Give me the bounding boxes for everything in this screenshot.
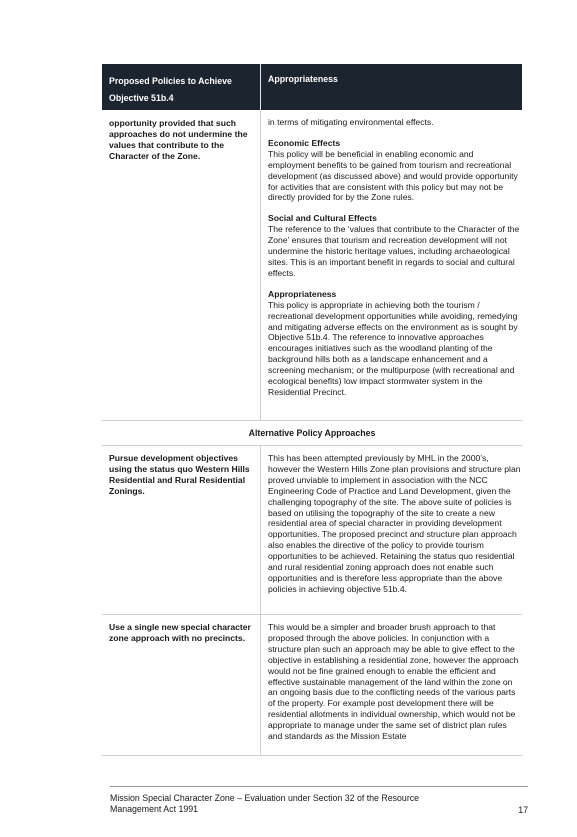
- policy-table: [102, 64, 522, 756]
- section-body: The reference to the ‘values that contribute to the Character of the Zone’ ensures that tourism and recreation development will not undermine the historic heritage values, including archaeological sites. This is an important benefit in regards to social and cultural effects.: [268, 224, 520, 278]
- table-row: [102, 446, 522, 615]
- appropriateness-cell: [261, 446, 522, 614]
- section-body: This policy will be beneficial in enabling economic and employment benefits to be gained from tourism and recreational development (as discussed above) and would provide opportunity for activities that are consistent with this policy but may not be directly provided for by the Zone rules.: [268, 148, 518, 203]
- policy-cell: opportunity provided that such approaches do not undermine the values that contribute to the Character of the Zone.: [102, 110, 261, 420]
- section-body: This policy is appropriate in achieving both the tourism / recreational development opportunities while avoiding, remedying and mitigating adverse effects on the environment as is sought by Objective 51b.4. The reference to innovative approaches encourages initiatives such as the woodland planting of the background hills both as a landscape enhancement and a screening mechanism; or the multipurpose (with recreational and ecological benefits) low impact stormwater system in the Residential Precinct.: [268, 299, 518, 397]
- section-heading: Social and Cultural Effects: [268, 213, 377, 224]
- table-row-continuation: [102, 110, 522, 421]
- section-heading: Appropriateness: [268, 288, 337, 299]
- section-heading: Economic Effects: [268, 137, 341, 148]
- footer-text: Mission Special Character Zone – Evaluation under Section 32 of the Resource Management Act 1991: [110, 793, 420, 814]
- appropriateness-cell: [261, 615, 522, 755]
- table-row: [102, 615, 522, 756]
- alternative-text: This has been attempted previously by MHL in the 2000’s, however the Western Hills Zone plan provisions and structure plan proved unviable to implement in association with the NCC Engineering Code of Practice and Land Development, given the challenging topography of the site. The above suite of policies is based on utilising the topography of the site to create a new residential area of special character in providing development opportunities. The proposed precinct and structure plan approach also enables the directive of the policy to provide tourism opportunities to be achieved. Retaining the status quo residential and rural residential zoning approach does not enable such opportunities and is therefore less appropriate than the above policies in achieving objective 51b.4.: [268, 453, 521, 594]
- header-appropriateness: Appropriateness: [268, 74, 338, 84]
- alternative-text: This would be a simpler and broader brush approach to that proposed through the above policies. In conjunction with a structure plan such an approach may be able to give effect to the objective in establishing a residential zone, however the approach would not be fine grained enough to enable the efficient and effective sustainable management of the land within the zone on an ongoing basis due to the conflicting needs of the various parts of the property. For example post development there will be residential allotments in individual ownership, which would not be appropriate to manage under the same set of district plan rules and standards as the Mission Estate: [268, 622, 519, 742]
- policy-cell: Pursue development objectives using the status quo Western Hills Residential and Rural Residential Zonings.: [102, 446, 261, 614]
- appropriateness-cell: [261, 110, 522, 420]
- alternatives-heading: Alternative Policy Approaches: [102, 421, 522, 446]
- page-footer: [110, 786, 528, 815]
- intro-text: in terms of mitigating environmental effects.: [268, 117, 434, 127]
- policy-cell: Use a single new special character zone approach with no precincts.: [102, 615, 261, 755]
- table-header: [102, 64, 522, 110]
- header-policies: Proposed Policies to Achieve Objective 51b.4: [102, 64, 261, 110]
- page-number: 17: [518, 805, 528, 815]
